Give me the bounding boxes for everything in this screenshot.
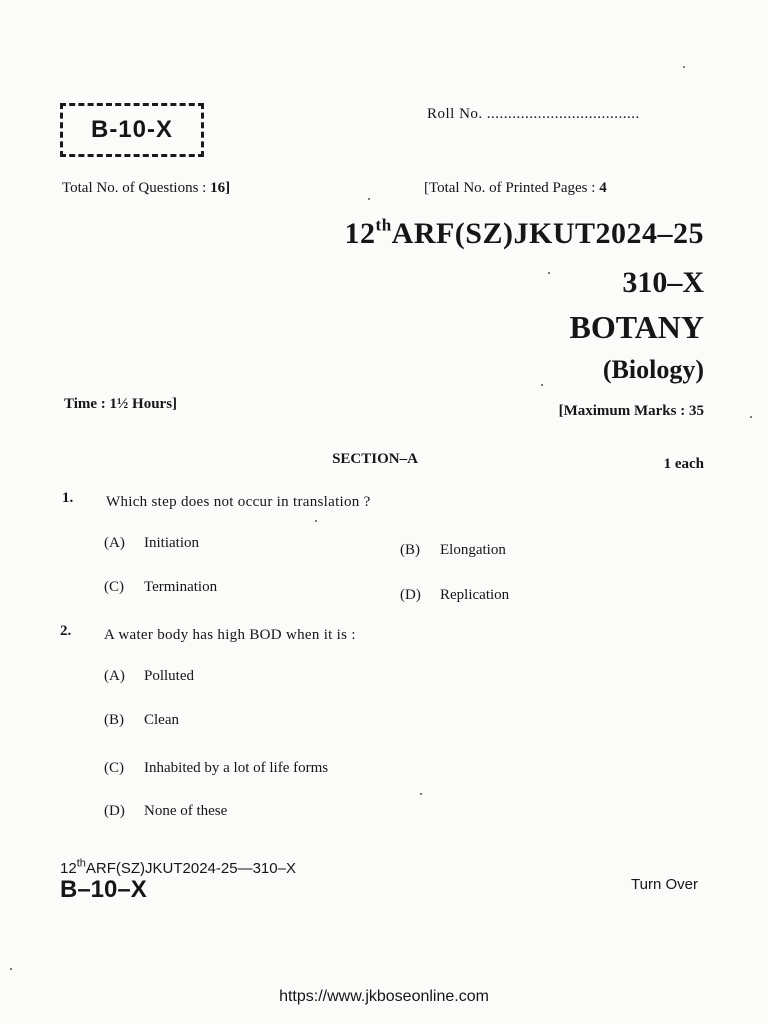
- option-label: (C): [104, 579, 124, 595]
- total-questions: [62, 180, 230, 197]
- option-label: (D): [104, 803, 125, 819]
- exam-code: [345, 217, 704, 251]
- total-questions-value: 16]: [210, 180, 231, 196]
- option-text: Clean: [144, 712, 179, 728]
- roll-label: Roll No.: [427, 106, 483, 122]
- section-title: SECTION–A: [332, 451, 418, 467]
- option-text: Termination: [144, 579, 218, 595]
- time-allowed: Time : 1½ Hours]: [64, 396, 178, 412]
- roll-number-line: [427, 106, 640, 123]
- footer-code-rest: ARF(SZ)JKUT2024-25—310–X: [85, 860, 296, 877]
- footer-code-prefix: 12: [60, 860, 77, 877]
- option-text: Replication: [440, 587, 510, 603]
- scan-speck: [750, 416, 752, 418]
- option-label: (A): [104, 668, 125, 684]
- option-text: Polluted: [144, 668, 195, 684]
- question-number: 1.: [62, 490, 74, 506]
- scan-speck: [420, 793, 422, 795]
- subject-title: BOTANY: [569, 309, 704, 345]
- maximum-marks: [Maximum Marks : 35: [558, 403, 704, 419]
- option-text: Elongation: [440, 542, 506, 558]
- exam-code-prefix: 12: [344, 217, 376, 250]
- option-text: Initiation: [144, 535, 199, 551]
- printed-pages-value: 4: [599, 180, 607, 196]
- option-label: (C): [104, 760, 124, 776]
- option-label: (B): [400, 542, 420, 558]
- printed-pages-label: [Total No. of Printed Pages :: [424, 180, 596, 196]
- option-label: (A): [104, 535, 125, 551]
- option-item: [104, 668, 194, 685]
- turn-over-note: Turn Over: [631, 876, 698, 893]
- scan-speck: [683, 66, 685, 68]
- option-item: [104, 803, 227, 820]
- series-code: B-10-X: [90, 116, 174, 143]
- scan-speck: [368, 198, 370, 200]
- scan-speck: [541, 384, 543, 386]
- option-item: [104, 712, 179, 729]
- marks-each: 1 each: [663, 456, 704, 472]
- scan-speck: [315, 520, 317, 522]
- series-code-box: [60, 103, 204, 157]
- option-label: (D): [400, 587, 421, 603]
- option-item: [400, 587, 509, 604]
- option-item: [400, 542, 506, 559]
- question-text: A water body has high BOD when it is :: [104, 627, 356, 643]
- subject-subtitle: (Biology): [602, 355, 704, 384]
- exam-code-rest: ARF(SZ)JKUT2024–25: [391, 217, 704, 250]
- scan-speck: [548, 272, 550, 274]
- scan-speck: [10, 968, 12, 970]
- roll-dots: ....................................: [486, 106, 640, 122]
- printed-pages: [424, 180, 607, 197]
- option-label: (B): [104, 712, 124, 728]
- option-text: None of these: [144, 803, 228, 819]
- source-url: https://www.jkboseonline.com: [279, 988, 489, 1005]
- footer-series-code: B–10–X: [60, 876, 147, 903]
- option-item: [104, 579, 217, 596]
- question-text: Which step does not occur in translation ?: [106, 494, 371, 510]
- exam-code-sup: th: [375, 215, 392, 235]
- total-questions-label: Total No. of Questions :: [62, 180, 207, 196]
- footer-code-sup: th: [76, 857, 86, 870]
- paper-code: 310–X: [622, 266, 704, 299]
- option-item: [104, 760, 328, 777]
- question-number: 2.: [60, 623, 72, 639]
- footer-exam-code: [60, 857, 296, 877]
- option-item: [104, 535, 199, 552]
- option-text: Inhabited by a lot of life forms: [144, 760, 329, 776]
